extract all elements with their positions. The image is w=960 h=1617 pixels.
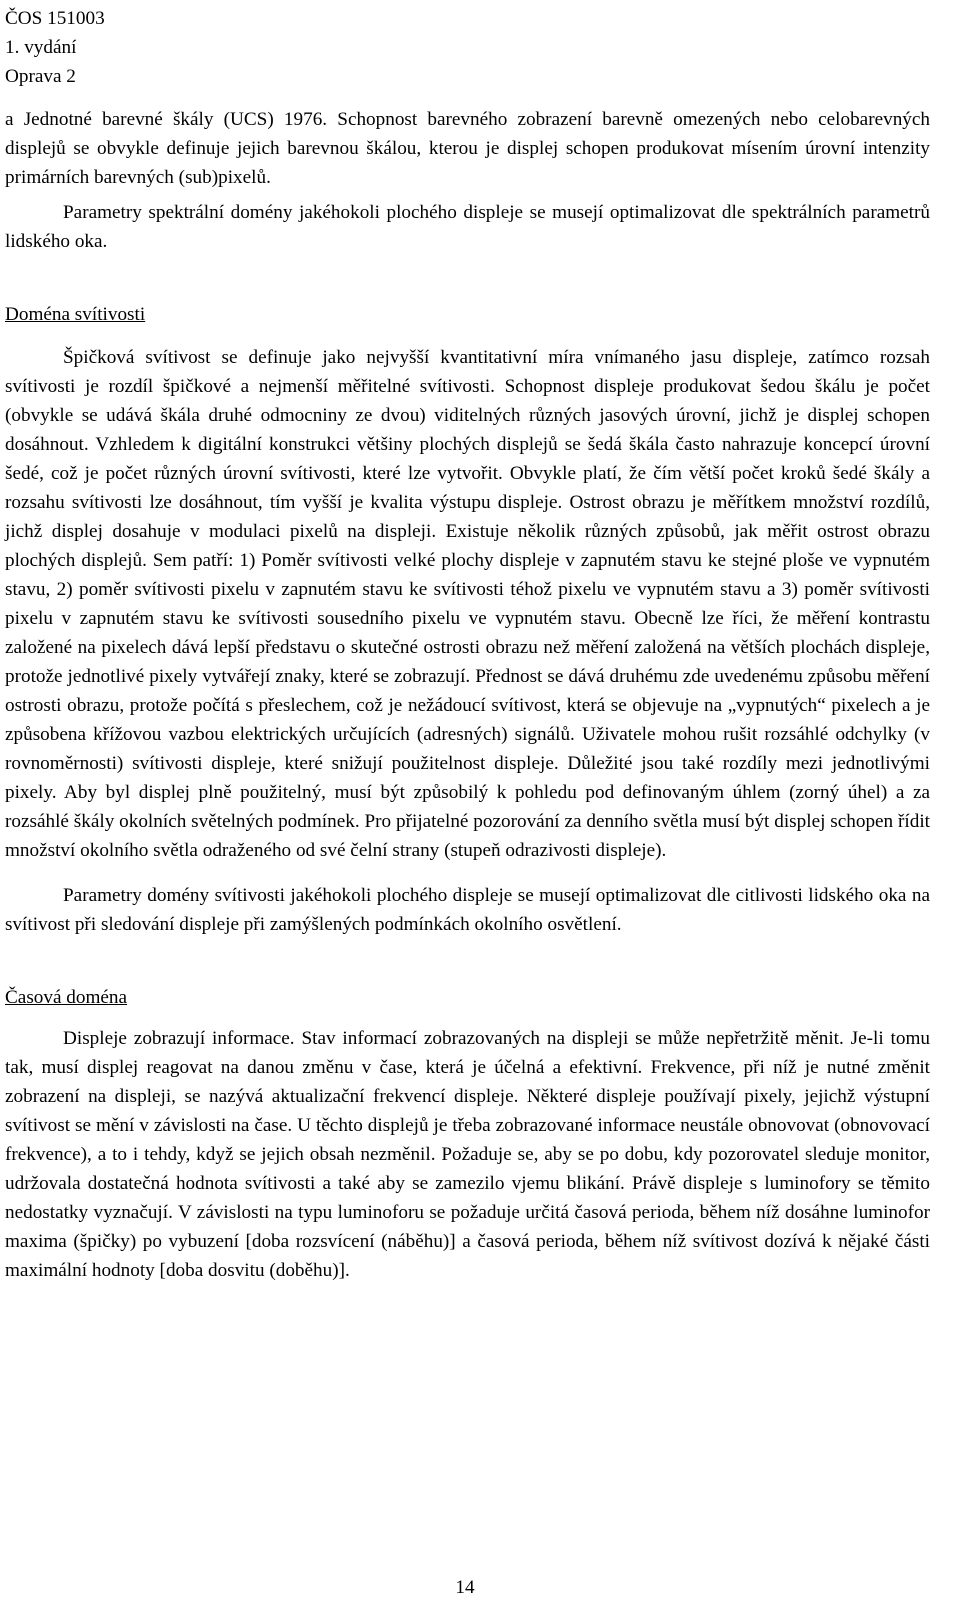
luminance-domain-heading: Doména svítivosti <box>5 304 146 325</box>
standard-code: ČOS 151003 <box>5 8 105 29</box>
document-page <box>5 4 930 1285</box>
time-domain-paragraph: Displeje zobrazují informace. Stav informací zobrazovaných na displeji se může nepřetržitě měnit. Je-li tomu tak, musí displej reagovat na danou změnu v čase, která je účelná a efektivní. Frekvence, při níž je nutné změnit zobrazení na displeji, se nazývá aktualizační frekvencí displeje. Některé displeje používají pixely, jejichž výstupní svítivost se mění v závislosti na čase. U těchto displejů je třeba zobrazované informace neustále obnovovat (obnovovací frekvence), a to i tehdy, když se jejich obsah nezměnil. Požaduje se, aby se po dobu, kdy pozorovatel sleduje monitor, udržovala dostatečná hodnota svítivosti a také aby se zamezilo vjemu blikání. Právě displeje s luminofory se těmito nedostatky vyznačují. V závislosti na typu luminoforu se požaduje určitá časová perioda, během níž dosáhne luminofor maxima (špičky) po vybuzení [doba rozsvícení (náběhu)] a časová perioda, během níž svítivost dozívá k nějaké části maximální hodnoty [doba dosvitu (doběhu)]. <box>5 1028 930 1281</box>
page-number: 14 <box>455 1577 475 1598</box>
spectral-params-paragraph: Parametry spektrální domény jakéhokoli plochého displeje se musejí optimalizovat dle spektrálních parametrů lidského oka. <box>5 202 930 252</box>
time-domain-heading: Časová doména <box>5 987 128 1008</box>
amendment-label: Oprava 2 <box>5 66 76 87</box>
intro-paragraph: a Jednotné barevné škály (UCS) 1976. Schopnost barevného zobrazení barevně omezených nebo celobarevných displejů se obvykle definuje jejich barevnou škálou, kterou je displej schopen produkovat mísením úrovní intenzity primárních barevných (sub)pixelů. <box>5 109 930 188</box>
edition-label: 1. vydání <box>5 37 77 58</box>
luminance-paragraph-2: Parametry domény svítivosti jakéhokoli plochého displeje se musejí optimalizovat dle citlivosti lidského oka na svítivost při sledování displeje při zamýšlených podmínkách okolního osvětlení. <box>5 885 930 935</box>
luminance-paragraph-1: Špičková svítivost se definuje jako nejvyšší kvantitativní míra vnímaného jasu displeje, zatímco rozsah svítivosti je rozdíl špičkové a nejmenší měřitelné svítivosti. Schopnost displeje produkovat šedou škálu je počet (obvykle se udává škála druhé odmocniny ze dvou) viditelných různých jasových úrovní, jichž je displej schopen dosáhnout. Vzhledem k digitální konstrukci většiny plochých displejů se šedá škála často nahrazuje koncepcí úrovní šedé, což je počet různých úrovní svítivosti, které lze vytvořit. Obvykle platí, že čím větší počet kroků šedé škály a rozsahu svítivosti lze dosáhnout, tím vyšší je kvalita výstupu displeje. Ostrost obrazu je měřítkem množství rozdílů, jichž displej dosahuje v modulaci pixelů na displeji. Existuje několik různých způsobů, jak měřit ostrost obrazu plochých displejů. Sem patří: 1) Poměr svítivosti velké plochy displeje v zapnutém stavu ke stejné ploše ve vypnutém stavu, 2) poměr svítivosti pixelu v zapnutém stavu ke svítivosti téhož pixelu ve vypnutém stavu a 3) poměr svítivosti pixelu v zapnutém stavu ke svítivosti sousedního pixelu ve vypnutém stavu. Obecně lze říci, že měření kontrastu založené na pixelech dává lepší představu o skutečné ostrosti obrazu než měření založená na větších plochách displeje, protože jednotlivé pixely vytvářejí znaky, které se zobrazují. Přednost se dává druhému zde uvedenému způsobu měření ostrosti obrazu, protože počítá s přeslechem, což je nežádoucí svítivost, která se objevuje na „vypnutých“ pixelech a je způsobena křížovou vazbou elektrických určujících (adresných) signálů. Uživatele mohou rušit rozsáhlé odchylky (v rovnoměrnosti) svítivosti displeje, které snižují použitelnost displeje. Důležité jsou také rozdíly mezi jednotlivými pixely. Aby byl displej plně použitelný, musí být způsobilý k pohledu pod definovaným úhlem (zorný úhel) a za rozsáhlé škály okolních světelných podmínek. Pro přijatelné pozorování za denního světla musí být displej schopen řídit množství okolního světla odraženého od své čelní strany (stupeň odrazivosti displeje). <box>5 347 930 861</box>
